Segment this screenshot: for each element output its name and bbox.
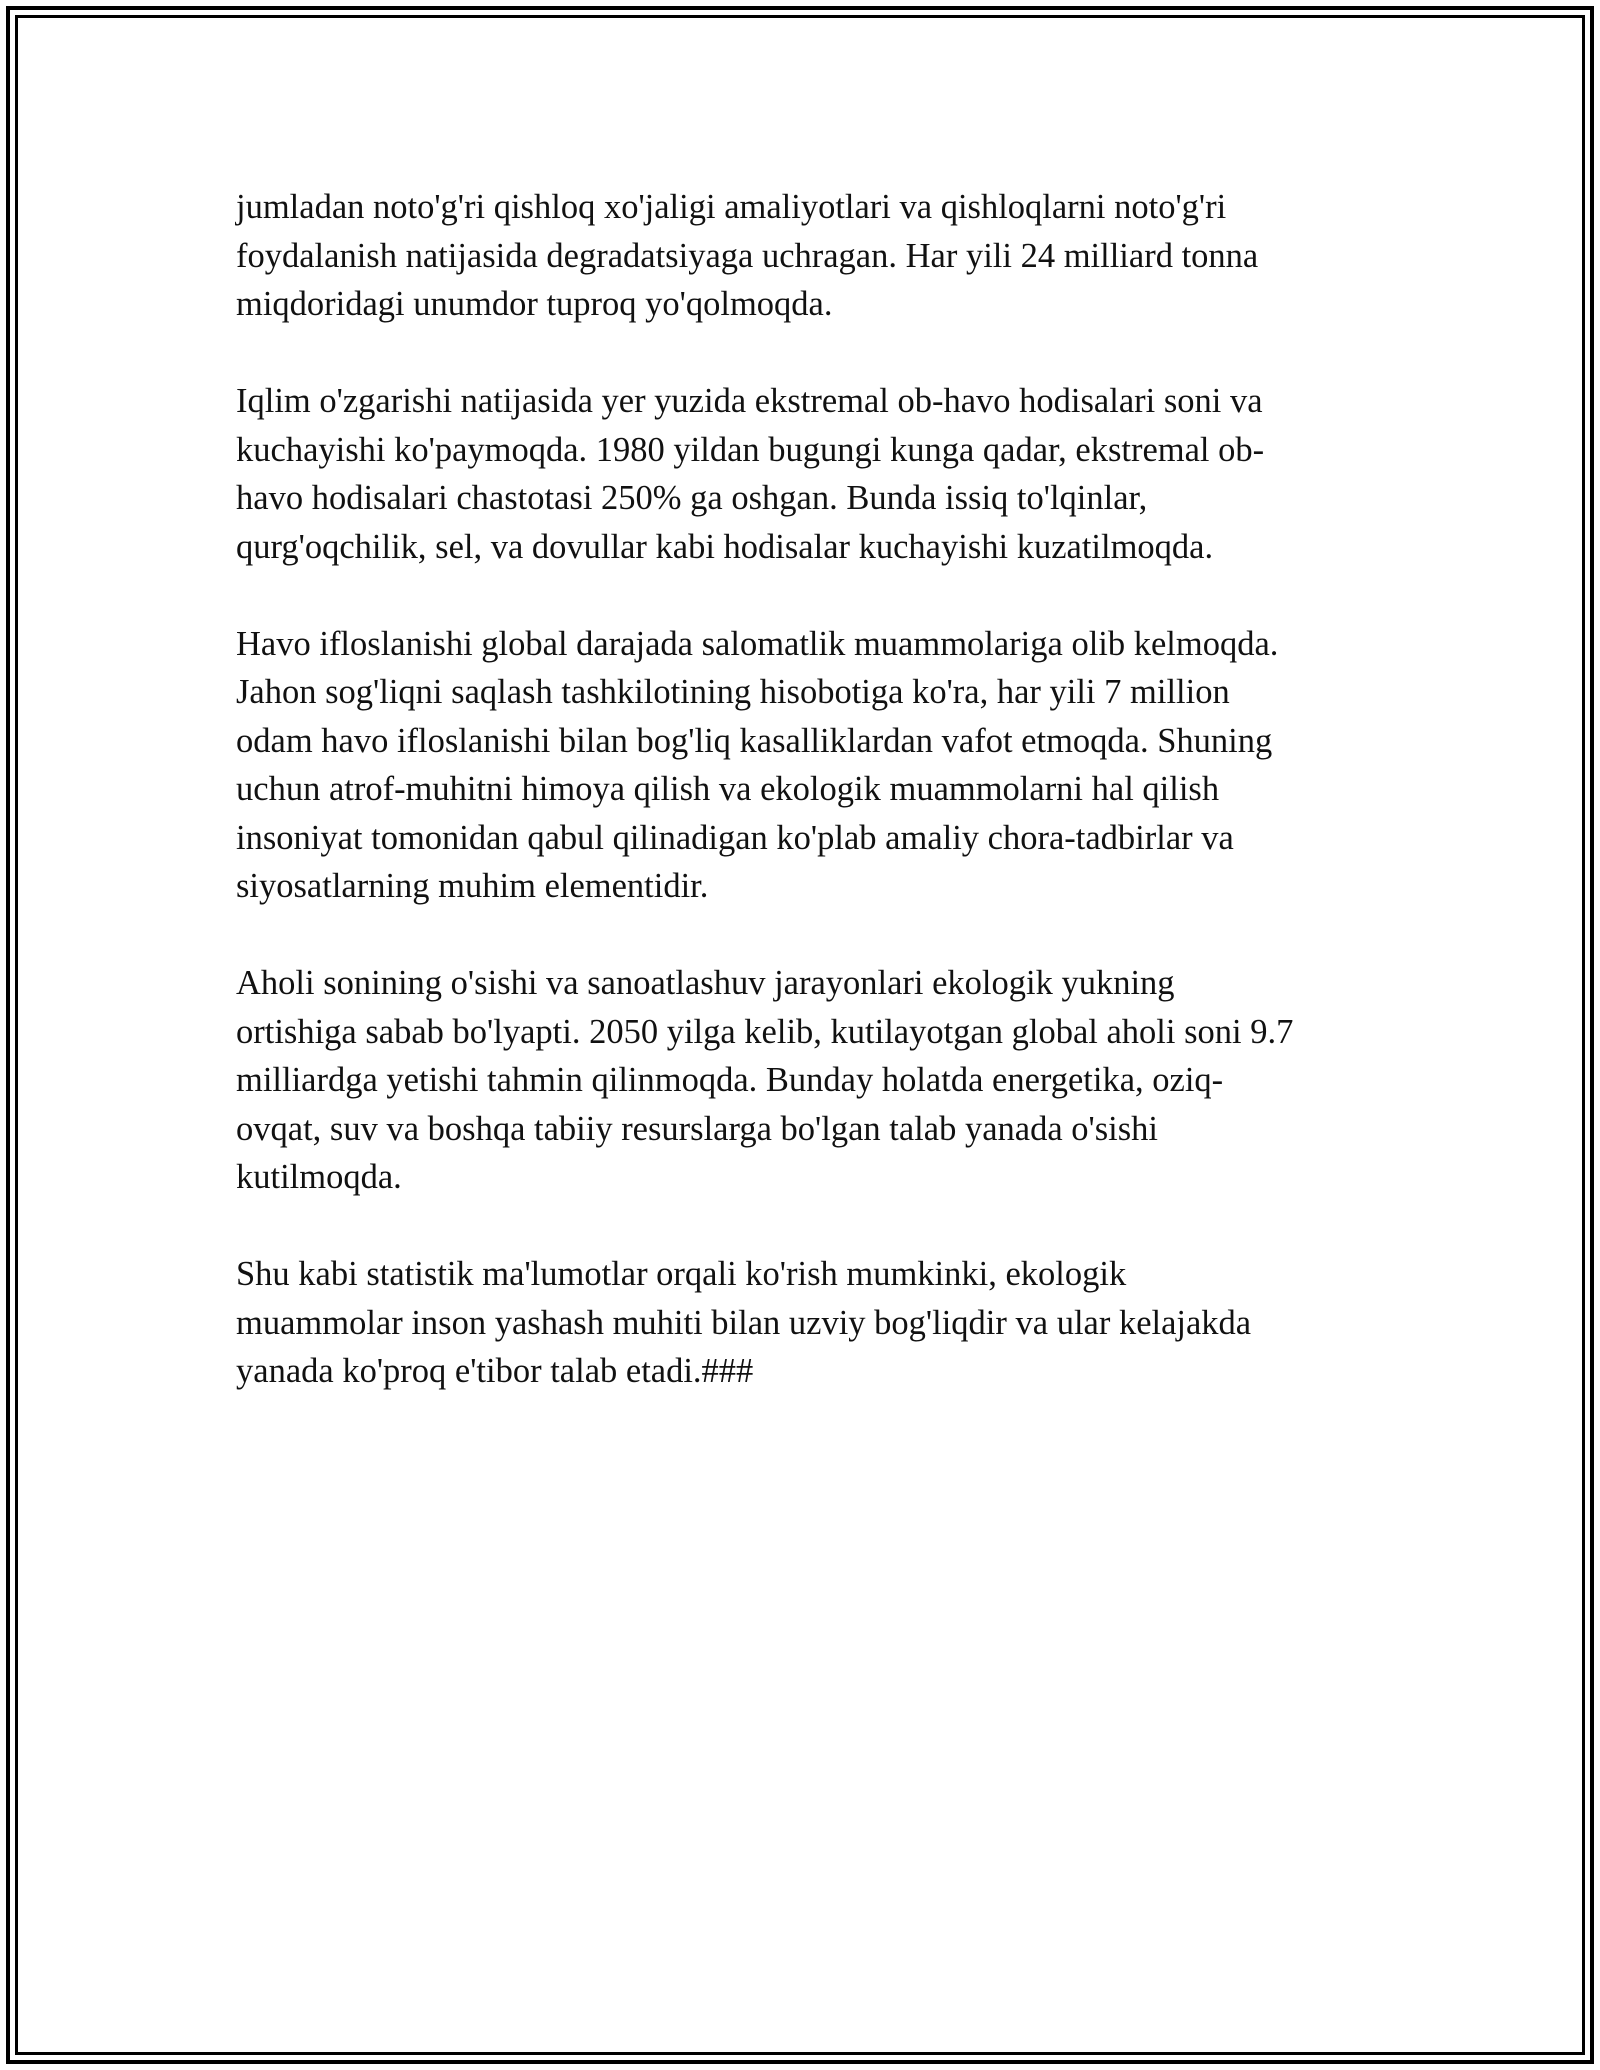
text-line: qurg'oqchilik, sel, va dovullar kabi hodisalar kuchayishi kuzatilmoqda. bbox=[236, 527, 1214, 566]
text-line: odam havo ifloslanishi bilan bog'liq kasalliklardan vafot etmoqda. Shuning bbox=[236, 721, 1273, 760]
text-line: kutilmoqda. bbox=[236, 1158, 402, 1196]
text-line: insoniyat tomonidan qabul qilinadigan ko'plab amaliy chora-tadbirlar va bbox=[236, 818, 1234, 857]
text-line: miqdoridagi unumdor tuproq yo'qolmoqda. bbox=[236, 285, 833, 323]
document-body bbox=[236, 183, 1376, 1444]
text-line: Iqlim o'zgarishi natijasida yer yuzida ekstremal ob-havo hodisalari soni va bbox=[236, 382, 1263, 420]
text-line: yanada ko'proq e'tibor talab etadi.### bbox=[236, 1352, 754, 1390]
text-line: jumladan noto'g'ri qishloq xo'jaligi amaliyotlari va qishloqlarni noto'g'ri bbox=[236, 188, 1227, 226]
paragraph-soil-degradation bbox=[236, 183, 1376, 329]
text-line: Havo ifloslanishi global darajada salomatlik muammolariga olib kelmoqda. bbox=[236, 624, 1279, 663]
paragraph-population-growth bbox=[236, 959, 1376, 1202]
paragraph-conclusion bbox=[236, 1250, 1376, 1396]
text-line: ovqat, suv va boshqa tabiiy resurslarga bo'lgan talab yanada o'sishi bbox=[236, 1109, 1158, 1148]
text-line: havo hodisalari chastotasi 250% ga oshgan. Bunda issiq to'lqinlar, bbox=[236, 479, 1148, 517]
text-line: Jahon sog'liqni saqlash tashkilotining hisobotiga ko'ra, har yili 7 million bbox=[236, 673, 1230, 711]
text-line: kuchayishi ko'paymoqda. 1980 yildan bugungi kunga qadar, ekstremal ob- bbox=[236, 430, 1265, 469]
text-line: Shu kabi statistik ma'lumotlar orqali ko'rish mumkinki, ekologik bbox=[236, 1255, 1127, 1293]
paragraph-climate-change bbox=[236, 377, 1376, 571]
text-line: uchun atrof-muhitni himoya qilish va ekologik muammolarni hal qilish bbox=[236, 770, 1220, 808]
paragraph-air-pollution bbox=[236, 620, 1376, 911]
text-line: muammolar inson yashash muhiti bilan uzviy bog'liqdir va ular kelajakda bbox=[236, 1303, 1252, 1342]
text-line: siyosatlarning muhim elementidir. bbox=[236, 867, 709, 905]
text-line: foydalanish natijasida degradatsiyaga uchragan. Har yili 24 milliard tonna bbox=[236, 236, 1259, 275]
text-line: milliardga yetishi tahmin qilinmoqda. Bunday holatda energetika, oziq- bbox=[236, 1061, 1224, 1099]
text-line: Aholi sonining o'sishi va sanoatlashuv jarayonlari ekologik yukning bbox=[236, 964, 1175, 1002]
text-line: ortishiga sabab bo'lyapti. 2050 yilga kelib, kutilayotgan global aholi soni 9.7 bbox=[236, 1012, 1294, 1051]
